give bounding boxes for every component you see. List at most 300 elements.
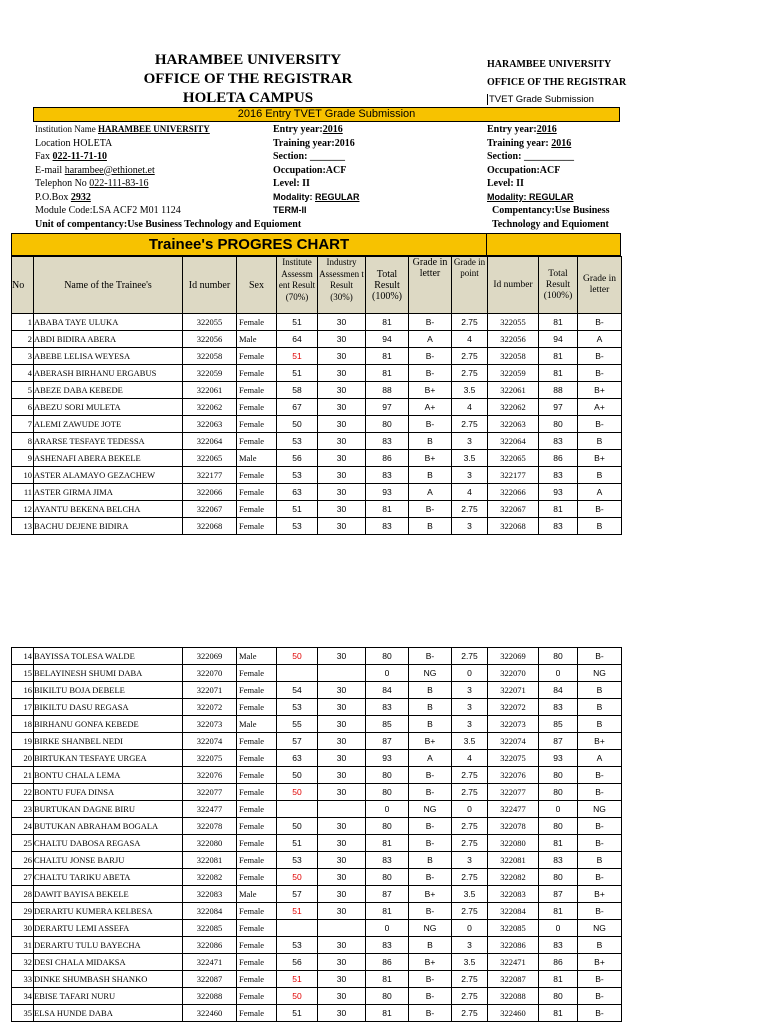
total-result-cell: 80: [366, 767, 409, 784]
table-row: [12, 399, 622, 416]
row-number-cell: 2: [12, 331, 34, 348]
grade-point-cell: 3: [452, 852, 488, 869]
table-header-row: [12, 257, 622, 314]
right-total-result-cell: 84: [539, 682, 578, 699]
trainee-name-cell: DESI CHALA MIDAKSA: [34, 954, 183, 971]
sex-cell: Male: [237, 716, 277, 733]
table-row: [12, 1005, 622, 1022]
grade-point-cell: 3.5: [452, 954, 488, 971]
trainee-name-cell: BIRTUKAN TESFAYE URGEA: [34, 750, 183, 767]
industry-result-cell: 30: [318, 518, 366, 535]
table-row: [12, 433, 622, 450]
right-total-result-cell: 81: [539, 971, 578, 988]
id-number-cell: 322085: [183, 920, 237, 937]
grade-point-cell: 2.75: [452, 1005, 488, 1022]
right-id-number-cell: 322075: [488, 750, 539, 767]
telephone-value: 022-111-83-16: [89, 178, 149, 189]
industry-result-cell: 30: [318, 467, 366, 484]
industry-result-cell: 30: [318, 450, 366, 467]
grade-point-cell: 4: [452, 331, 488, 348]
total-result-cell: 0: [366, 665, 409, 682]
row-number-cell: 16: [12, 682, 34, 699]
right-total-result-cell: 83: [539, 699, 578, 716]
table-row: [12, 382, 622, 399]
row-number-cell: 8: [12, 433, 34, 450]
total-result-cell: 83: [366, 937, 409, 954]
right-id-number-cell: 322070: [488, 665, 539, 682]
grade-point-cell: 2.75: [452, 971, 488, 988]
id-number-cell: 322081: [183, 852, 237, 869]
industry-result-cell: 30: [318, 818, 366, 835]
table-row: [12, 954, 622, 971]
right-id-number-cell: 322076: [488, 767, 539, 784]
row-number-cell: 9: [12, 450, 34, 467]
trainee-name-cell: BONTU FUFA DINSA: [34, 784, 183, 801]
right-grade-letter-cell: B+: [578, 450, 622, 467]
institute-result-cell: [277, 920, 318, 937]
sex-cell: Female: [237, 818, 277, 835]
id-number-cell: 322072: [183, 699, 237, 716]
grade-letter-cell: B+: [409, 954, 452, 971]
unit-of-competency: Unit of compentancy:Use Business Technology and Equioment: [35, 218, 302, 230]
institute-result-cell: 50: [277, 869, 318, 886]
sex-cell: Female: [237, 416, 277, 433]
table-row: [12, 484, 622, 501]
trainee-name-cell: CHALTU JONSE BARJU: [34, 852, 183, 869]
sex-cell: Female: [237, 801, 277, 818]
table-row: [12, 733, 622, 750]
sex-cell: Female: [237, 399, 277, 416]
row-number-cell: 12: [12, 501, 34, 518]
grade-point-cell: 3.5: [452, 450, 488, 467]
trainee-name-cell: BIKILTU BOJA DEBELE: [34, 682, 183, 699]
sex-cell: Female: [237, 937, 277, 954]
right-grade-letter-cell: NG: [578, 920, 622, 937]
occupation: Occupation:ACF: [273, 164, 347, 176]
industry-result-cell: 30: [318, 416, 366, 433]
industry-result-cell: 30: [318, 382, 366, 399]
institute-result-cell: 50: [277, 818, 318, 835]
table-row: [12, 835, 622, 852]
table-row: [12, 750, 622, 767]
entry-year-label: Entry year:: [273, 124, 323, 135]
right-grade-letter-cell: B-: [578, 835, 622, 852]
institute-result-cell: 51: [277, 348, 318, 365]
total-result-cell: 81: [366, 1005, 409, 1022]
right-grade-letter-cell: A: [578, 484, 622, 501]
id-number-cell: 322069: [183, 648, 237, 665]
grade-point-cell: 0: [452, 665, 488, 682]
row-number-cell: 27: [12, 869, 34, 886]
row-number-cell: 33: [12, 971, 34, 988]
right-id-number-cell: 322088: [488, 988, 539, 1005]
grade-letter-cell: NG: [409, 920, 452, 937]
trainee-name-cell: BIKILTU DASU REGASA: [34, 699, 183, 716]
grade-point-cell: 4: [452, 484, 488, 501]
institute-result-cell: 63: [277, 484, 318, 501]
industry-result-cell: 30: [318, 699, 366, 716]
total-result-cell: 87: [366, 886, 409, 903]
row-number-cell: 17: [12, 699, 34, 716]
total-result-cell: 94: [366, 331, 409, 348]
right-entry-year-value: 2016: [536, 124, 557, 135]
col-right-letter: Grade in letter: [578, 257, 622, 314]
institute-result-cell: 56: [277, 450, 318, 467]
right-grade-letter-cell: B-: [578, 1005, 622, 1022]
total-result-cell: 80: [366, 869, 409, 886]
industry-result-cell: 30: [318, 348, 366, 365]
sex-cell: Male: [237, 886, 277, 903]
grade-point-cell: 3: [452, 937, 488, 954]
right-total-result-cell: 87: [539, 733, 578, 750]
total-result-cell: 83: [366, 699, 409, 716]
grade-letter-cell: B-: [409, 501, 452, 518]
right-grade-letter-cell: NG: [578, 665, 622, 682]
id-number-cell: 322071: [183, 682, 237, 699]
modality-label: Modality:: [273, 191, 315, 202]
total-result-cell: 80: [366, 818, 409, 835]
industry-result-cell: 30: [318, 954, 366, 971]
table-row: [12, 682, 622, 699]
right-total-result-cell: 80: [539, 767, 578, 784]
right-total-result-cell: 81: [539, 835, 578, 852]
sex-cell: Female: [237, 835, 277, 852]
trainee-name-cell: DERARTU LEMI ASSEFA: [34, 920, 183, 937]
grade-letter-cell: B-: [409, 314, 452, 331]
table-row: [12, 450, 622, 467]
total-result-cell: 81: [366, 365, 409, 382]
sex-cell: Female: [237, 433, 277, 450]
total-result-cell: 83: [366, 518, 409, 535]
right-id-number-cell: 322081: [488, 852, 539, 869]
right-id-number-cell: 322064: [488, 433, 539, 450]
industry-result-cell: 30: [318, 750, 366, 767]
sex-cell: Female: [237, 954, 277, 971]
right-id-number-cell: 322056: [488, 331, 539, 348]
institute-result-cell: 53: [277, 852, 318, 869]
col-grade-letter: Grade in letter: [409, 257, 452, 314]
right-grade-letter-cell: B: [578, 518, 622, 535]
grade-letter-cell: A: [409, 484, 452, 501]
email-label: E-mail: [35, 164, 65, 176]
grade-point-cell: 0: [452, 801, 488, 818]
id-number-cell: 322061: [183, 382, 237, 399]
table-row: [12, 852, 622, 869]
term: TERM-II: [273, 205, 307, 215]
grade-letter-cell: B: [409, 852, 452, 869]
institute-result-cell: 55: [277, 716, 318, 733]
sex-cell: Female: [237, 382, 277, 399]
grade-letter-cell: B-: [409, 1005, 452, 1022]
grade-letter-cell: B-: [409, 784, 452, 801]
institute-result-cell: 50: [277, 988, 318, 1005]
sex-cell: Female: [237, 682, 277, 699]
total-result-cell: 86: [366, 954, 409, 971]
institute-result-cell: 51: [277, 971, 318, 988]
sex-cell: Female: [237, 920, 277, 937]
institution-value: HARAMBEE UNIVERSITY: [98, 124, 210, 134]
sex-cell: Male: [237, 450, 277, 467]
col-institute-result: Institute Assessm ent Result (70%): [277, 257, 318, 314]
id-number-cell: 322055: [183, 314, 237, 331]
table-row: [12, 648, 622, 665]
trainee-name-cell: ABABA TAYE ULUKA: [34, 314, 183, 331]
sex-cell: Female: [237, 784, 277, 801]
right-total-result-cell: 93: [539, 750, 578, 767]
col-name: Name of the Trainee's: [34, 257, 183, 314]
right-competency-line1: Compentancy:Use Business: [492, 205, 610, 216]
grade-letter-cell: B-: [409, 767, 452, 784]
grade-point-cell: 3.5: [452, 382, 488, 399]
col-sex: Sex: [237, 257, 277, 314]
id-number-cell: 322084: [183, 903, 237, 920]
grade-point-cell: 2.75: [452, 767, 488, 784]
fax-label: Fax: [35, 151, 53, 162]
grade-point-cell: 4: [452, 750, 488, 767]
grade-letter-cell: B-: [409, 835, 452, 852]
row-number-cell: 30: [12, 920, 34, 937]
email-value[interactable]: harambee@ethionet.et: [64, 164, 155, 176]
trainee-name-cell: ABDI BIDIRA ABERA: [34, 331, 183, 348]
grade-letter-cell: B-: [409, 365, 452, 382]
grade-letter-cell: B: [409, 467, 452, 484]
right-total-result-cell: 83: [539, 433, 578, 450]
trainee-name-cell: BACHU DEJENE BIDIRA: [34, 518, 183, 535]
industry-result-cell: [318, 665, 366, 682]
table-row: [12, 801, 622, 818]
col-industry-result: Industry Assessmen t Result (30%): [318, 257, 366, 314]
institution-label: Institution Name: [35, 124, 98, 134]
sex-cell: Female: [237, 750, 277, 767]
right-id-number-cell: 322086: [488, 937, 539, 954]
right-modality: Modality: REGULAR: [487, 191, 574, 202]
row-number-cell: 6: [12, 399, 34, 416]
row-number-cell: 25: [12, 835, 34, 852]
id-number-cell: 322062: [183, 399, 237, 416]
grade-letter-cell: B: [409, 716, 452, 733]
trainee-name-cell: BURTUKAN DAGNE BIRU: [34, 801, 183, 818]
industry-result-cell: 30: [318, 433, 366, 450]
trainee-name-cell: CHALTU TARIKU ABETA: [34, 869, 183, 886]
right-id-number-cell: 322061: [488, 382, 539, 399]
institute-result-cell: 51: [277, 835, 318, 852]
right-grade-letter-cell: B-: [578, 971, 622, 988]
industry-result-cell: 30: [318, 988, 366, 1005]
right-grade-letter-cell: B+: [578, 954, 622, 971]
grade-point-cell: 2.75: [452, 784, 488, 801]
right-total-result-cell: 81: [539, 348, 578, 365]
table-row: [12, 767, 622, 784]
sex-cell: Female: [237, 767, 277, 784]
row-number-cell: 20: [12, 750, 34, 767]
institute-result-cell: 50: [277, 648, 318, 665]
trainee-name-cell: ABEZE DABA KEBEDE: [34, 382, 183, 399]
grade-letter-cell: B-: [409, 971, 452, 988]
sex-cell: Female: [237, 699, 277, 716]
industry-result-cell: 30: [318, 399, 366, 416]
industry-result-cell: 30: [318, 314, 366, 331]
right-id-number-cell: 322062: [488, 399, 539, 416]
trainee-name-cell: ASTER GIRMA JIMA: [34, 484, 183, 501]
right-grade-letter-cell: B-: [578, 784, 622, 801]
id-number-cell: 322059: [183, 365, 237, 382]
industry-result-cell: 30: [318, 903, 366, 920]
id-number-cell: 322070: [183, 665, 237, 682]
industry-result-cell: 30: [318, 835, 366, 852]
right-total-result-cell: 88: [539, 382, 578, 399]
right-id-number-cell: 322084: [488, 903, 539, 920]
row-number-cell: 26: [12, 852, 34, 869]
id-number-cell: 322471: [183, 954, 237, 971]
table-row: [12, 937, 622, 954]
pobox-label: P.O.Box: [35, 191, 71, 203]
total-result-cell: 81: [366, 348, 409, 365]
right-grade-letter-cell: B-: [578, 869, 622, 886]
row-number-cell: 21: [12, 767, 34, 784]
sex-cell: Female: [237, 314, 277, 331]
sex-cell: Female: [237, 484, 277, 501]
right-grade-letter-cell: B-: [578, 314, 622, 331]
row-number-cell: 28: [12, 886, 34, 903]
row-number-cell: 19: [12, 733, 34, 750]
industry-result-cell: 30: [318, 1005, 366, 1022]
section-field: Section: _______: [273, 151, 345, 162]
right-id-number-cell: 322067: [488, 501, 539, 518]
id-number-cell: 322077: [183, 784, 237, 801]
right-grade-letter-cell: A: [578, 331, 622, 348]
right-total-result-cell: 81: [539, 365, 578, 382]
right-id-number-cell: 322460: [488, 1005, 539, 1022]
total-result-cell: 83: [366, 433, 409, 450]
grade-point-cell: 2.75: [452, 348, 488, 365]
row-number-cell: 4: [12, 365, 34, 382]
sex-cell: Female: [237, 903, 277, 920]
table-row: [12, 467, 622, 484]
industry-result-cell: 30: [318, 648, 366, 665]
col-no: No: [12, 257, 34, 314]
industry-result-cell: 30: [318, 886, 366, 903]
sex-cell: Female: [237, 501, 277, 518]
industry-result-cell: 30: [318, 365, 366, 382]
id-number-cell: 322460: [183, 1005, 237, 1022]
id-number-cell: 322065: [183, 450, 237, 467]
right-total-result-cell: 85: [539, 716, 578, 733]
industry-result-cell: [318, 801, 366, 818]
right-grade-letter-cell: B: [578, 467, 622, 484]
right-grade-letter-cell: B: [578, 716, 622, 733]
industry-result-cell: 30: [318, 501, 366, 518]
right-id-number-cell: 322477: [488, 801, 539, 818]
trainee-name-cell: BELAYINESH SHUMI DABA: [34, 665, 183, 682]
right-grade-letter-cell: B: [578, 937, 622, 954]
row-number-cell: 7: [12, 416, 34, 433]
trainee-name-cell: BIRKE SHANBEL NEDI: [34, 733, 183, 750]
total-result-cell: 80: [366, 988, 409, 1005]
office-title: OFFICE OF THE REGISTRAR: [143, 71, 353, 87]
table-row: [12, 699, 622, 716]
grades-table-2: [11, 647, 622, 1022]
id-number-cell: 322073: [183, 716, 237, 733]
right-grade-letter-cell: B: [578, 682, 622, 699]
grade-point-cell: 4: [452, 399, 488, 416]
right-total-result-cell: 97: [539, 399, 578, 416]
id-number-cell: 322477: [183, 801, 237, 818]
sex-cell: Female: [237, 733, 277, 750]
row-number-cell: 15: [12, 665, 34, 682]
grade-letter-cell: B-: [409, 818, 452, 835]
trainee-name-cell: ALEMI ZAWUDE JOTE: [34, 416, 183, 433]
grade-letter-cell: B-: [409, 903, 452, 920]
trainee-name-cell: DAWIT BAYISA BEKELE: [34, 886, 183, 903]
institute-result-cell: 57: [277, 886, 318, 903]
institute-result-cell: 54: [277, 682, 318, 699]
right-grade-letter-cell: B-: [578, 648, 622, 665]
grade-letter-cell: NG: [409, 665, 452, 682]
table-row: [12, 988, 622, 1005]
right-grade-letter-cell: B-: [578, 767, 622, 784]
table-row: [12, 716, 622, 733]
id-number-cell: 322074: [183, 733, 237, 750]
trainee-name-cell: ABEZU SORI MULETA: [34, 399, 183, 416]
grade-point-cell: 2.75: [452, 869, 488, 886]
grade-point-cell: 2.75: [452, 416, 488, 433]
campus-title: HOLETA CAMPUS: [182, 90, 314, 106]
total-result-cell: 80: [366, 648, 409, 665]
telephone-label: Telephon No: [35, 178, 90, 189]
right-occupation: Occupation:ACF: [487, 164, 561, 176]
row-number-cell: 1: [12, 314, 34, 331]
industry-result-cell: 30: [318, 852, 366, 869]
right-id-number-cell: 322083: [488, 886, 539, 903]
industry-result-cell: 30: [318, 869, 366, 886]
right-grade-letter-cell: B-: [578, 416, 622, 433]
industry-result-cell: 30: [318, 937, 366, 954]
right-id-number-cell: 322078: [488, 818, 539, 835]
grade-point-cell: 3: [452, 716, 488, 733]
table-row: [12, 903, 622, 920]
col-right-total: Total Result (100%): [539, 257, 578, 314]
grade-letter-cell: B+: [409, 886, 452, 903]
submission-band: 2016 Entry TVET Grade Submission: [33, 107, 620, 122]
sex-cell: Female: [237, 1005, 277, 1022]
grade-letter-cell: B: [409, 937, 452, 954]
right-total-result-cell: 80: [539, 648, 578, 665]
module-code: Module Code:LSA ACF2 M01 1124: [35, 205, 181, 216]
industry-result-cell: 30: [318, 733, 366, 750]
institute-result-cell: 53: [277, 937, 318, 954]
id-number-cell: 322078: [183, 818, 237, 835]
institute-result-cell: 51: [277, 501, 318, 518]
trainee-name-cell: BAYISSA TOLESA WALDE: [34, 648, 183, 665]
total-result-cell: 83: [366, 467, 409, 484]
col-total-result: Total Result (100%): [366, 257, 409, 314]
institute-result-cell: 56: [277, 954, 318, 971]
trainee-name-cell: BONTU CHALA LEMA: [34, 767, 183, 784]
institute-result-cell: 58: [277, 382, 318, 399]
trainee-name-cell: ABERASH BIRHANU ERGABUS: [34, 365, 183, 382]
total-result-cell: 85: [366, 716, 409, 733]
right-id-number-cell: 322077: [488, 784, 539, 801]
right-total-result-cell: 0: [539, 801, 578, 818]
right-training-label: Training year:: [487, 137, 552, 149]
table-row: [12, 518, 622, 535]
right-total-result-cell: 81: [539, 501, 578, 518]
industry-result-cell: 30: [318, 331, 366, 348]
right-total-result-cell: 80: [539, 818, 578, 835]
id-number-cell: 322082: [183, 869, 237, 886]
sex-cell: Male: [237, 648, 277, 665]
trainee-name-cell: BIRHANU GONFA KEBEDE: [34, 716, 183, 733]
